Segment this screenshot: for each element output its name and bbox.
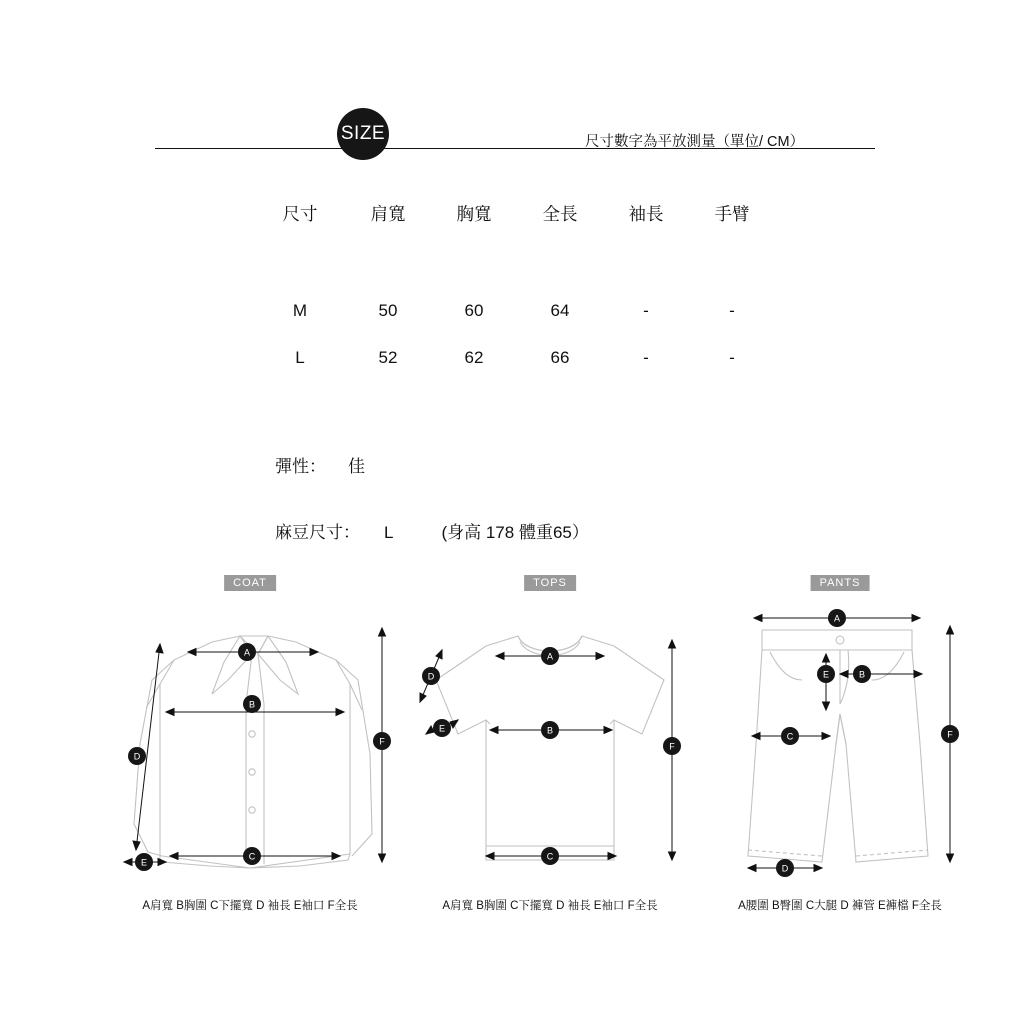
svg-text:B: B	[248, 699, 256, 710]
svg-text:C: C	[786, 731, 794, 742]
column-header-chest: 胸寬	[456, 204, 492, 224]
elasticity-label: 彈性：	[275, 457, 326, 476]
column-header-size: 尺寸	[282, 204, 318, 224]
cell-l-chest: 62	[464, 347, 484, 367]
svg-text:B: B	[858, 669, 866, 680]
size-table	[255, 190, 775, 381]
row-size-m: M	[292, 300, 308, 320]
cell-m-length: 64	[550, 300, 570, 320]
svg-text:F: F	[947, 729, 953, 740]
pants-illustration	[690, 584, 990, 884]
cell-m-chest: 60	[464, 300, 484, 320]
svg-text:D: D	[781, 863, 789, 874]
column-header-length: 全長	[542, 204, 578, 224]
svg-text:F: F	[379, 736, 385, 747]
diagram-tag-coat: COAT	[224, 575, 276, 591]
table-row	[255, 334, 775, 381]
row-size-l: L	[295, 347, 305, 367]
svg-text:F: F	[669, 741, 675, 752]
diagram-pants	[690, 570, 990, 915]
model-size-label: 麻豆尺寸：	[275, 523, 360, 542]
svg-text:D: D	[133, 751, 141, 762]
table-header-row	[255, 190, 775, 237]
svg-text:E: E	[438, 723, 446, 734]
size-badge: SIZE	[337, 108, 389, 160]
svg-text:C: C	[546, 851, 554, 862]
diagram-tag-tops: TOPS	[524, 575, 576, 591]
svg-text:D: D	[427, 671, 435, 682]
svg-text:E: E	[140, 857, 148, 868]
table-spacer-row	[255, 237, 775, 287]
svg-text:A: A	[833, 613, 841, 624]
model-size-note	[275, 518, 589, 543]
column-header-shoulder: 肩寬	[370, 204, 406, 224]
diagram-caption-tops: A肩寬 B胸圍 C下擺寬 D 袖長 E袖口 F全長	[442, 900, 658, 912]
cell-m-sleeve: -	[643, 300, 649, 320]
garment-diagrams	[0, 570, 1024, 920]
diagram-coat	[100, 570, 400, 915]
diagram-caption-coat: A肩寬 B胸圍 C下擺寬 D 袖長 E袖口 F全長	[142, 900, 358, 912]
svg-text:A: A	[243, 647, 251, 658]
column-header-sleeve: 袖長	[628, 204, 664, 224]
header-note: 尺寸數字為平放測量（單位/ CM）	[585, 134, 805, 150]
svg-text:E: E	[822, 669, 830, 680]
model-size-value: L	[384, 523, 394, 542]
diagram-caption-pants: A腰圍 B臀圍 C大腿 D 褲管 E褲檔 F全長	[738, 900, 942, 912]
elasticity-value: 佳	[348, 457, 365, 476]
cell-m-shoulder: 50	[378, 300, 398, 320]
cell-l-shoulder: 52	[378, 347, 398, 367]
svg-text:A: A	[546, 651, 554, 662]
cell-m-arm: -	[729, 300, 735, 320]
svg-text:C: C	[248, 851, 256, 862]
cell-l-length: 66	[550, 347, 570, 367]
header	[155, 110, 875, 160]
table-row	[255, 287, 775, 334]
cell-l-sleeve: -	[643, 347, 649, 367]
model-size-detail: (身高 178 體重65）	[441, 523, 589, 542]
coat-illustration	[100, 584, 400, 884]
column-header-arm: 手臂	[714, 204, 750, 224]
tshirt-illustration	[400, 584, 700, 884]
diagram-tops	[400, 570, 700, 915]
svg-text:B: B	[546, 725, 554, 736]
elasticity-note	[275, 452, 365, 477]
diagram-tag-pants: PANTS	[811, 575, 870, 591]
cell-l-arm: -	[729, 347, 735, 367]
